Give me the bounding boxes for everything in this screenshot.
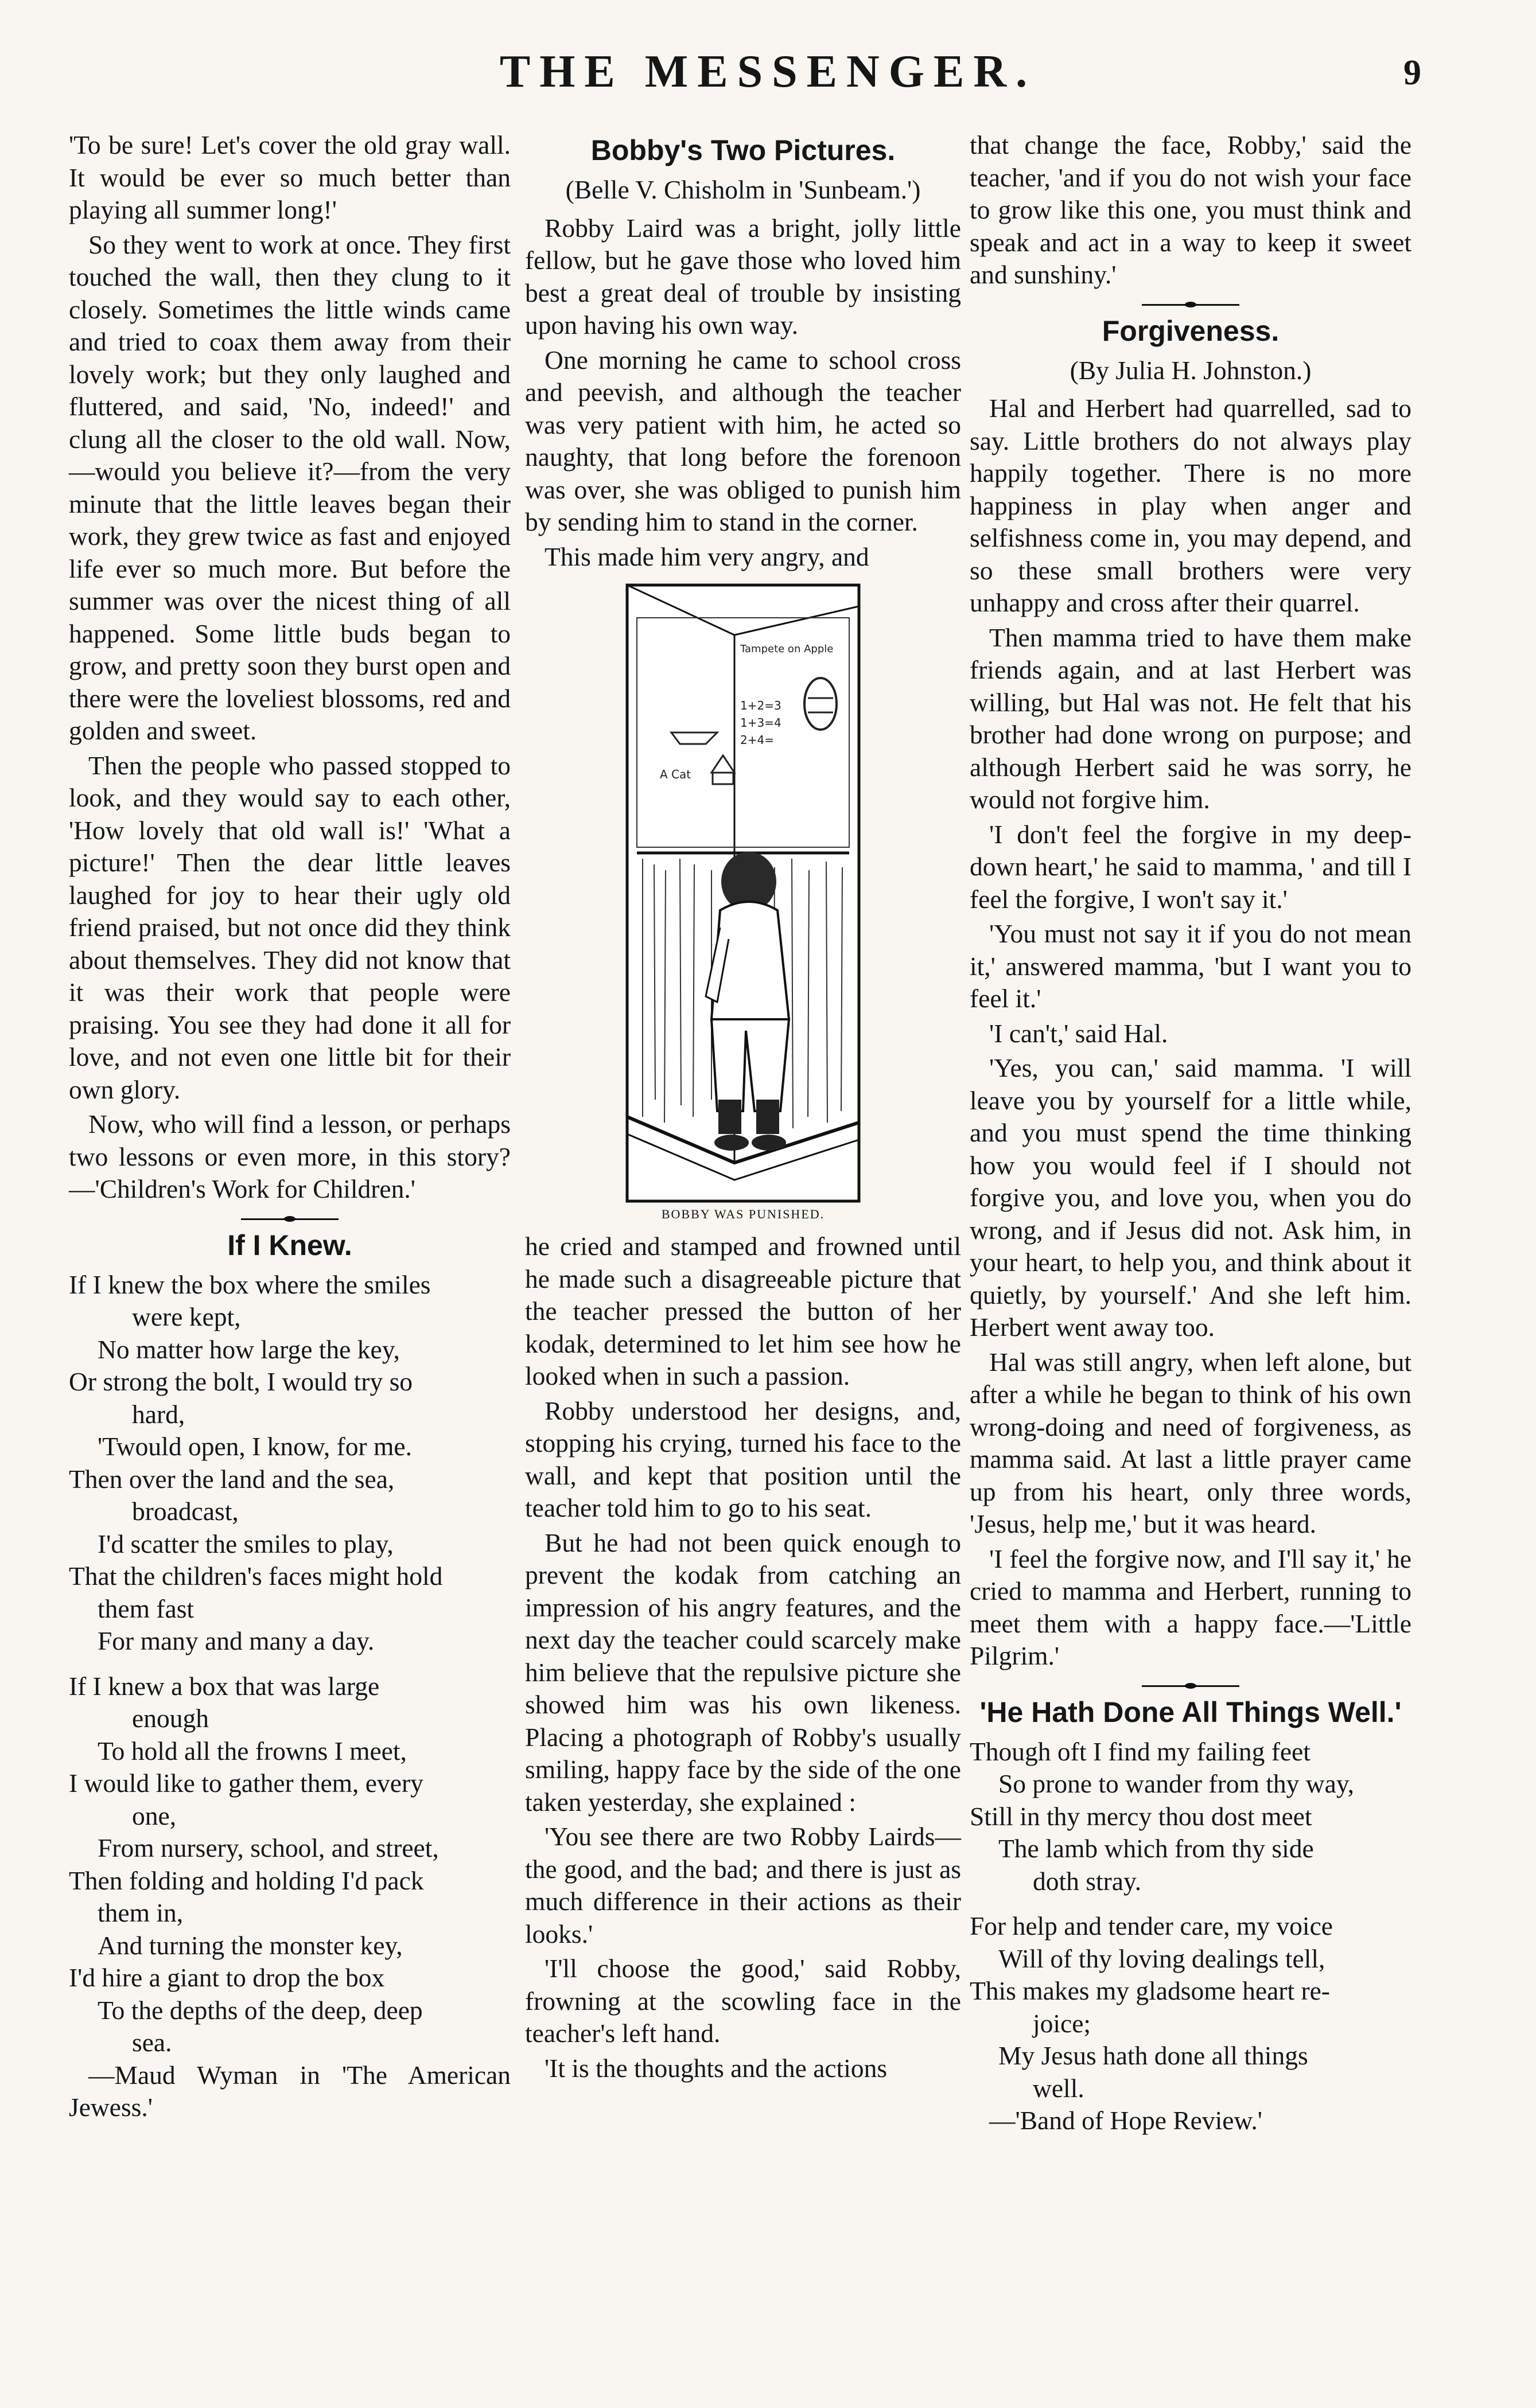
poem-line: To hold all the frowns I meet, [98,1736,407,1766]
story-paragraph: Now, who will find a lesson, or perhaps two lessons or even more, in this story?—'Children's Work for Children.' [69,1109,511,1203]
poem-if-i-knew [69,1269,511,2059]
board-label: A Cat [660,767,691,781]
poem-line: broadcast, [132,1497,239,1526]
poem-line: From nursery, school, and street, [98,1833,439,1863]
page-number: 9 [1403,53,1421,92]
article-paragraph: Robby Laird was a bright, jolly little fellow, but he gave those who loved him best a great deal of trouble by insisting upon having his own way. [525,213,961,340]
article-paragraph: But he had not been quick enough to prevent the kodak from catching an impression of his angry features, and the next day the teacher could scarcely make him believe that the repulsive picture she showed him was his own likeness. Placing a photograph of Robby's usually smiling, happy face by the side of the one taken yesterday, she explained : [525,1528,961,1817]
poem-line: That the children's faces might hold [69,1561,443,1591]
story-paragraph: Then the people who passed stopped to look, and they would say to each other, 'How lovely that old wall is!' 'What a picture!' Then the dear little leaves laughed for joy to hear their ugly old friend praised, but not once did they think about themselves. They did not know that it was their work that people were praising. You see they had done it all for love, and not even one little bit for their own glory. [69,750,511,1104]
board-sum-3: 2+4= [740,733,774,747]
article-paragraph: 'I feel the forgive now, and I'll say it,' he cried to mamma and Herbert, running to meet them with a happy face.—'Little Pilgrim.' [970,1544,1411,1670]
article-byline: (By Julia H. Johnston.) [1070,355,1312,385]
poem-line: I'd hire a giant to drop the box [69,1963,385,1992]
stanza-break [69,1658,511,1670]
poem-line: Still in thy mercy thou dost meet [970,1801,1312,1831]
poem-line: one, [132,1801,177,1830]
poem-line: I would like to gather them, every [69,1768,423,1798]
poem-line: My Jesus hath done all things [998,2041,1308,2070]
board-sum-1: 1+2=3 [740,699,781,712]
article-paragraph: 'I'll choose the good,' said Robby, frowning at the scowling face in the teacher's left hand. [525,1954,961,2048]
poem-line: If I knew a box that was large [69,1671,380,1701]
masthead [0,17,1536,126]
poem-line: joice; [1033,2008,1091,2038]
article-paragraph: This made him very angry, and [545,541,869,571]
poem-line: hard, [132,1399,185,1429]
article-title-forgiveness: Forgiveness. [1102,314,1280,347]
illustration-caption: BOBBY WAS PUNISHED. [661,1207,825,1221]
poem-line: For help and tender care, my voice [970,1911,1333,1941]
article-paragraph: Hal was still angry, when left alone, but after a while he began to think of his own wrong-doing and need of forgiveness, as mamma said. At last a little prayer came up from his heart, only three words, 'Jesus, help me,' but it was heard. [970,1347,1411,1538]
poem-line: them fast [98,1593,195,1623]
article-title-bobby: Bobby's Two Pictures. [590,134,896,166]
poem-line: sea. [132,2028,172,2057]
board-sum-2: 1+3=4 [740,716,781,730]
poem-line: enough [132,1704,209,1733]
poem-line: And turning the monster key, [98,1930,403,1960]
poem-line: This makes my gladsome heart re- [970,1976,1330,2005]
poem-he-hath-done [970,1736,1411,2105]
newspaper-title: THE MESSENGER. [499,46,1037,97]
article-paragraph: 'You see there are two Robby Lairds—the good, and the bad; and there is just as much difference in their actions as their looks.' [525,1822,961,1949]
poem-line: The lamb which from thy side [998,1834,1314,1863]
section-divider [1142,1683,1239,1689]
poem-line: For many and many a day. [98,1626,375,1655]
article-byline: (Belle V. Chisholm in 'Sunbeam.') [565,175,921,204]
article-paragraph: 'Yes, you can,' said mamma. 'I will leave you by yourself for a little while, and you must spend the time thinking how you would feel if I should not forgive you, and love you, when you do wrong, and if Jesus did not. Ask him, in your heart, to help you, and think about it quietly, by yourself.' And she left him. Herbert went away too. [970,1053,1411,1342]
poem-line: were kept, [132,1302,241,1331]
article-paragraph: Hal and Herbert had quarrelled, sad to say. Little brothers do not always play happily together. There is no more happiness in play when anger and selfishness come in, you may depend, and so these small brothers were very unhappy and cross after their quarrel. [970,393,1411,617]
poem-line: No matter how large the key, [98,1334,400,1364]
poem-title-he-hath-done: 'He Hath Done All Things Well.' [979,1696,1402,1728]
board-title-text: Tampete on Apple [740,643,834,655]
stanza-break [970,1897,1411,1910]
poem-line: Will of thy loving dealings tell, [998,1943,1325,1973]
article-paragraph: Then mamma tried to have them make friends again, and at last Herbert was willing, but Hal was not. He felt that his brother had done wrong on purpose; and although Herbert said he was sorry, he would not forgive him. [970,622,1411,814]
poem-credit: —Maud Wyman in 'The American Jewess.' [69,2060,511,2122]
column-left [69,129,511,2126]
poem-title-if-i-knew: If I Knew. [227,1229,352,1261]
article-paragraph: 'You must not say it if you do not mean it,' answered mamma, 'but I want you to feel it.' [970,919,1411,1013]
article-paragraph: One morning he came to school cross and peevish, and although the teacher was very patient with him, he acted so naughty, that long before the forenoon was over, she was obliged to punish him by sending him to stand in the corner. [525,345,961,536]
section-divider [1142,302,1239,307]
poem-line: Then over the land and the sea, [69,1464,395,1494]
poem-line: well. [1033,2073,1084,2103]
illustration-drawing [625,583,861,1203]
article-paragraph: that change the face, Robby,' said the teacher, 'and if you do not wish your face to grow like this one, you must think and speak and act in a way to keep it sweet and sunshiny.' [970,130,1411,289]
poem-line: If I knew the box where the smiles [69,1269,431,1299]
poem-line: Though oft I find my failing feet [970,1736,1311,1766]
poem-line: To the depths of the deep, deep [98,1995,423,2025]
section-divider [241,1216,339,1222]
poem-line: them in, [98,1898,184,1927]
article-paragraph: Robby understood her designs, and, stopping his crying, turned his face to the wall, and kept that position until the teacher told him to go to his seat. [525,1396,961,1522]
illustration-bobby-punished [525,583,961,1222]
column-right [970,129,1411,2140]
poem-line: 'Twould open, I know, for me. [98,1432,412,1461]
poem-line: Or strong the bolt, I would try so [69,1367,413,1396]
poem-line: doth stray. [1033,1866,1142,1896]
story-paragraph: 'To be sure! Let's cover the old gray wall. It would be ever so much better than playing all summer long!' [69,130,511,224]
article-paragraph: 'I can't,' said Hal. [989,1018,1168,1048]
story-paragraph: So they went to work at once. They first touched the wall, then they clung to it closely. Sometimes the little winds came and tried to coax them away from their lovely work; but they only laughed and fluttered, and said, 'No, indeed!' and clung all the closer to the old wall. Now,—would you believe it?—from the very minute that the little leaves began their work, they grew twice as fast and enjoyed life ever so much more. But before the summer was over the nicest thing of all happened. Some little buds began to grow, and pretty soon they burst open and there were the loveliest blossoms, red and golden and sweet. [69,229,511,745]
poem-credit: —'Band of Hope Review.' [989,2106,1262,2135]
article-paragraph: 'I don't feel the forgive in my deep-down heart,' he said to mamma, ' and till I feel the forgive, I won't say it.' [970,819,1411,914]
article-paragraph: 'It is the thoughts and the actions [545,2053,888,2083]
article-paragraph: he cried and stamped and frowned until he made such a disagreeable picture that the teacher pressed the button of her kodak, determined to let him see how he looked when in such a passion. [525,1232,961,1390]
poem-line: So prone to wander from thy way, [998,1769,1355,1798]
poem-line: Then folding and holding I'd pack [69,1865,424,1895]
poem-line: I'd scatter the smiles to play, [98,1529,394,1558]
column-middle [525,129,961,2087]
